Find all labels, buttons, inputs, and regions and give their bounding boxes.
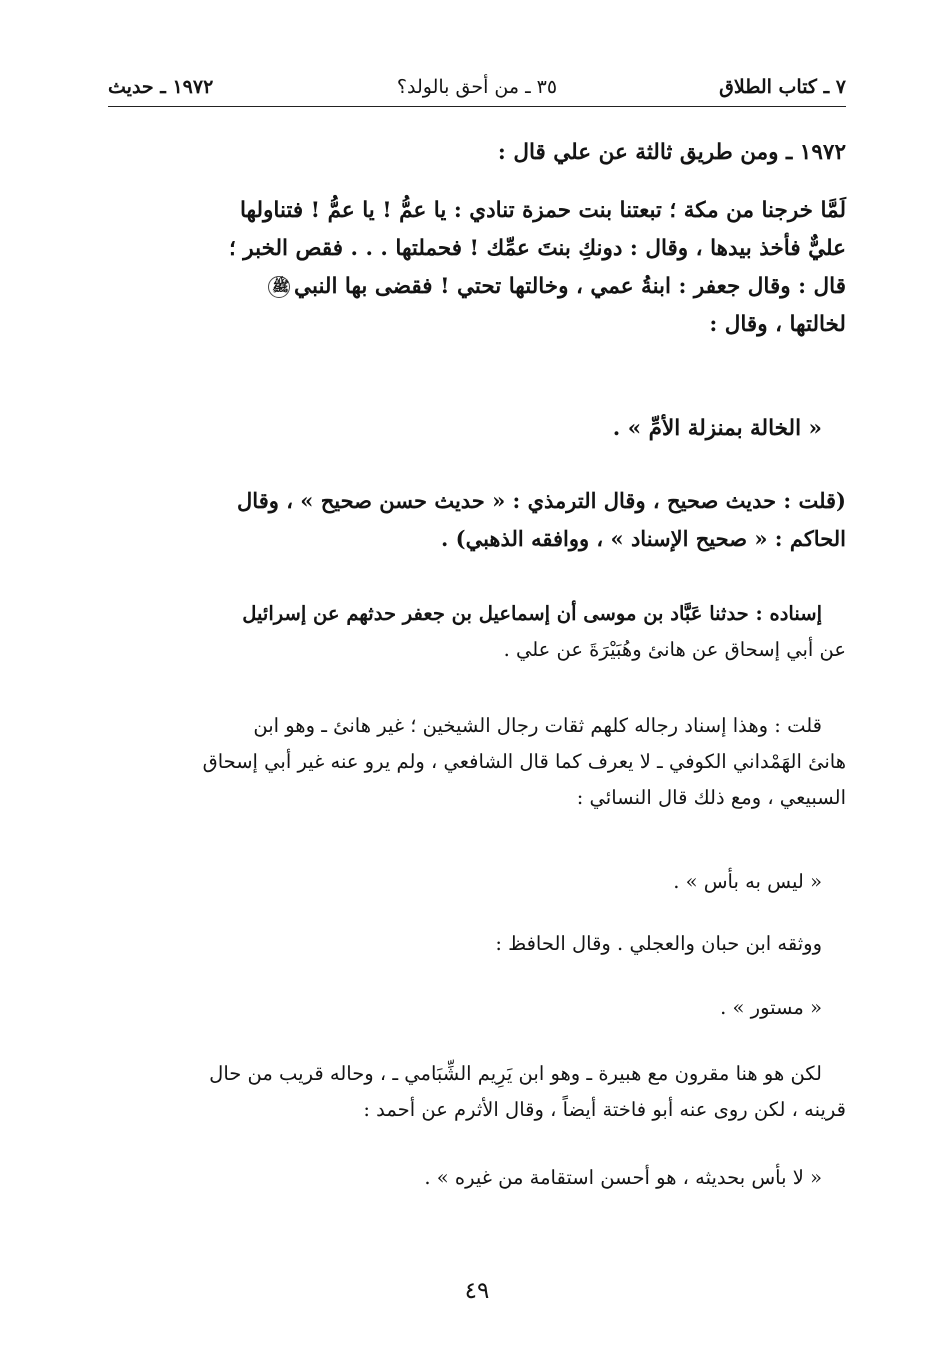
isnad-line [108,596,846,632]
header-section: ٣٥ ـ من أحق بالولد؟ [396,76,558,98]
salawat-symbol: ﷺ [268,276,290,298]
hadith-line-text: قال : وقال جعفر : ابنةُ عمي ، وخالتها تحتي ! فقضى بها النبي [294,274,846,299]
hafiz-quote: « مستور » . [720,996,822,1019]
header-chapter: ٧ ـ كتاب الطلاق [719,76,846,98]
isnad-paragraph [108,596,846,668]
book-page [108,0,846,1372]
hubayra-line: قرينه ، لكن روى عنه أبو فاختة أيضاً ، وقال الأثرم عن أحمد : [363,1098,846,1121]
grading-note [108,482,846,558]
nasai-quote: « ليس به بأس » . [673,870,822,893]
hadith-line [108,268,846,306]
hadith-line: عليٌّ فأخذ بيدها ، وقال : دونكِ بنتَ عمِّك ! فحملتها . . . فقص الخبر ؛ [228,236,846,261]
running-header [108,72,846,107]
commentary-line: قلت : وهذا إسناد رجاله كلهم ثقات رجال الشيخين ؛ غير هانئ ـ وهو ابن [253,714,822,737]
grading-line: الحاكم : « صحيح الإسناد » ، ووافقه الذهبي) . [441,526,846,551]
commentary-line: هانئ الهَمْداني الكوفي ـ لا يعرف كما قال الشافعي ، ولم يرو عنه غير أبي إسحاق [202,750,846,773]
tawthiq-line: ووثقه ابن حبان والعجلي . وقال الحافظ : [495,932,822,955]
commentary-line: السبيعي ، ومع ذلك قال النسائي : [576,786,846,809]
hubayra-paragraph [108,1056,846,1128]
ahmad-quote: « لا بأس بحديثه ، هو أحسن استقامة من غيره » . [424,1166,822,1189]
hadith-text [108,192,846,344]
hadith-line: لخالتها ، وقال : [709,312,846,337]
hadith-title: ١٩٧٢ ـ ومن طريق ثالثة عن علي قال : [497,140,846,165]
commentary-paragraph [108,708,846,816]
header-hadith-number: ١٩٧٢ ـ حديث [108,76,214,98]
grading-line: (قلت : حديث صحيح ، وقال الترمذي : « حديث حسن صحيح » ، وقال [237,488,846,513]
page-number: ٤٩ [464,1278,490,1304]
hadith-quote: « الخالة بمنزلة الأمِّ » . [612,416,822,441]
isnad-line: عن أبي إسحاق عن هانئ وهُبَيْرَةَ عن علي . [503,638,846,661]
hubayra-line: لكن هو هنا مقرون مع هبيرة ـ وهو ابن يَرِيم الشِّبَامي ـ ، وحاله قريب من حال [209,1062,822,1085]
hadith-line: لَمَّا خرجنا من مكة ؛ تبعتنا بنت حمزة تنادي : يا عمُّ ! يا عمُّ ! فتناولها [240,198,846,223]
isnad-text: إسناده : حدثنا عَبَّاد بن موسى أن إسماعيل بن جعفر حدثهم عن إسرائيل [242,602,822,625]
